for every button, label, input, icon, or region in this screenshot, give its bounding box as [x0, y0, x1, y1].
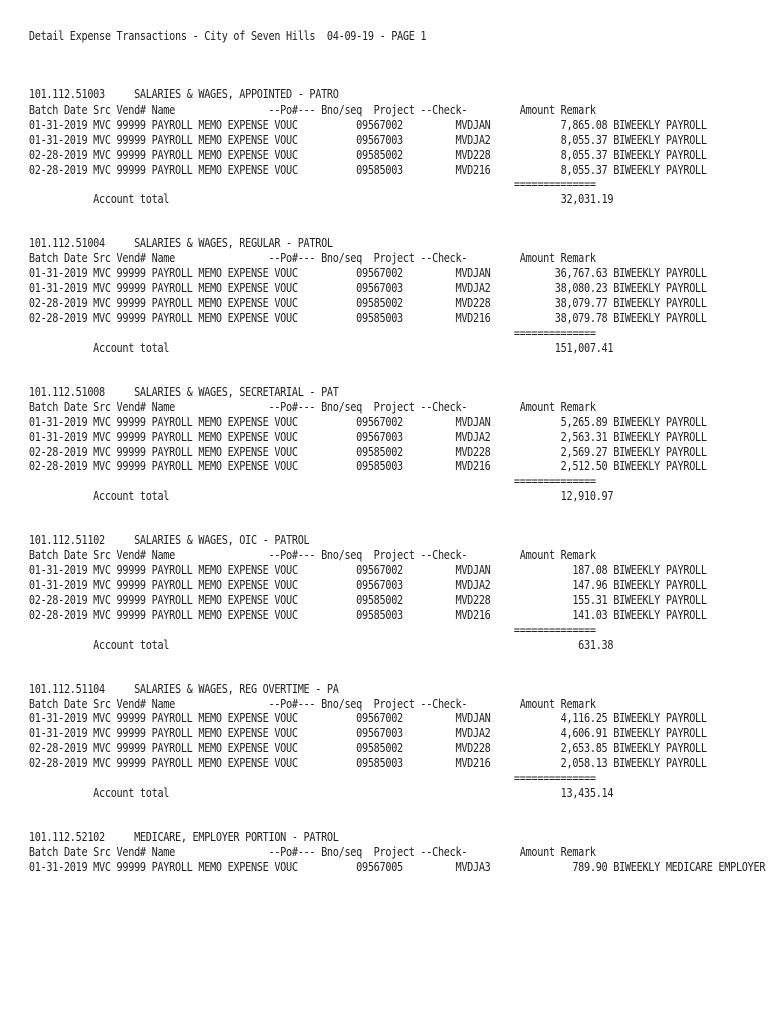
transaction-row: 01-31-2019 MVC 99999 PAYROLL MEMO EXPENSE VOUC 09567003 MVDJA2 8,055.37 BIWEEKLY PAYROLL [28, 133, 707, 147]
account-total: Account total 32,031.19 [28, 192, 614, 206]
transaction-row: 02-28-2019 MVC 99999 PAYROLL MEMO EXPENSE VOUC 09585002 MVD228 2,569.27 BIWEEKLY PAYROLL [28, 445, 707, 459]
transaction-row: 02-28-2019 MVC 99999 PAYROLL MEMO EXPENSE VOUC 09585002 MVD228 2,653.85 BIWEEKLY PAYROLL [28, 741, 707, 755]
transaction-row: 02-28-2019 MVC 99999 PAYROLL MEMO EXPENSE VOUC 09585003 MVD216 2,058.13 BIWEEKLY PAYROLL [28, 756, 707, 770]
total-rule: ============== [28, 771, 596, 785]
transaction-row: 02-28-2019 MVC 99999 PAYROLL MEMO EXPENSE VOUC 09585003 MVD216 2,512.50 BIWEEKLY PAYROLL [28, 459, 707, 473]
transaction-row: 01-31-2019 MVC 99999 PAYROLL MEMO EXPENSE VOUC 09567003 MVDJA2 38,080.23 BIWEEKLY PAYROLL [28, 281, 707, 295]
column-header: Batch Date Src Vend# Name --Po#--- Bno/seq Project --Check- Amount Remark [28, 251, 596, 265]
transaction-row: 01-31-2019 MVC 99999 PAYROLL MEMO EXPENSE VOUC 09567002 MVDJAN 36,767.63 BIWEEKLY PAYROLL [28, 266, 707, 280]
account-total: Account total 13,435.14 [28, 786, 614, 800]
total-rule: ============== [28, 623, 596, 637]
transaction-row: 02-28-2019 MVC 99999 PAYROLL MEMO EXPENSE VOUC 09585003 MVD216 38,079.78 BIWEEKLY PAYROLL [28, 311, 707, 325]
column-header: Batch Date Src Vend# Name --Po#--- Bno/seq Project --Check- Amount Remark [28, 845, 596, 859]
transaction-row: 01-31-2019 MVC 99999 PAYROLL MEMO EXPENSE VOUC 09567002 MVDJAN 4,116.25 BIWEEKLY PAYROLL [28, 711, 707, 725]
column-header: Batch Date Src Vend# Name --Po#--- Bno/seq Project --Check- Amount Remark [28, 697, 596, 711]
transaction-row: 01-31-2019 MVC 99999 PAYROLL MEMO EXPENSE VOUC 09567005 MVDJA3 789.90 BIWEEKLY MEDICARE EMPLOYER [28, 860, 766, 874]
account-title: 101.112.51003 SALARIES & WAGES, APPOINTED - PATRO [28, 87, 339, 101]
column-header: Batch Date Src Vend# Name --Po#--- Bno/seq Project --Check- Amount Remark [28, 103, 596, 117]
total-rule: ============== [28, 177, 596, 191]
report-header: Detail Expense Transactions - City of Seven Hills 04-09-19 - PAGE 1 [28, 29, 427, 43]
account-title: 101.112.51104 SALARIES & WAGES, REG OVERTIME - PA [28, 682, 339, 696]
account-title: 101.112.51004 SALARIES & WAGES, REGULAR - PATROL [28, 236, 333, 250]
transaction-row: 01-31-2019 MVC 99999 PAYROLL MEMO EXPENSE VOUC 09567003 MVDJA2 147.96 BIWEEKLY PAYROLL [28, 578, 707, 592]
account-title: 101.112.51008 SALARIES & WAGES, SECRETARIAL - PAT [28, 385, 339, 399]
transaction-row: 01-31-2019 MVC 99999 PAYROLL MEMO EXPENSE VOUC 09567002 MVDJAN 5,265.89 BIWEEKLY PAYROLL [28, 415, 707, 429]
transaction-row: 01-31-2019 MVC 99999 PAYROLL MEMO EXPENSE VOUC 09567002 MVDJAN 7,865.08 BIWEEKLY PAYROLL [28, 118, 707, 132]
transaction-row: 02-28-2019 MVC 99999 PAYROLL MEMO EXPENSE VOUC 09585002 MVD228 155.31 BIWEEKLY PAYROLL [28, 593, 707, 607]
transaction-row: 02-28-2019 MVC 99999 PAYROLL MEMO EXPENSE VOUC 09585002 MVD228 38,079.77 BIWEEKLY PAYROLL [28, 296, 707, 310]
account-title: 101.112.51102 SALARIES & WAGES, OIC - PATROL [28, 533, 310, 547]
account-title: 101.112.52102 MEDICARE, EMPLOYER PORTION - PATROL [28, 830, 339, 844]
account-total: Account total 631.38 [28, 638, 614, 652]
transaction-row: 02-28-2019 MVC 99999 PAYROLL MEMO EXPENSE VOUC 09585002 MVD228 8,055.37 BIWEEKLY PAYROLL [28, 148, 707, 162]
total-rule: ============== [28, 474, 596, 488]
account-total: Account total 12,910.97 [28, 489, 614, 503]
account-total: Account total 151,007.41 [28, 341, 614, 355]
transaction-row: 02-28-2019 MVC 99999 PAYROLL MEMO EXPENSE VOUC 09585003 MVD216 141.03 BIWEEKLY PAYROLL [28, 608, 707, 622]
column-header: Batch Date Src Vend# Name --Po#--- Bno/seq Project --Check- Amount Remark [28, 548, 596, 562]
transaction-row: 01-31-2019 MVC 99999 PAYROLL MEMO EXPENSE VOUC 09567003 MVDJA2 4,606.91 BIWEEKLY PAYROLL [28, 726, 707, 740]
column-header: Batch Date Src Vend# Name --Po#--- Bno/seq Project --Check- Amount Remark [28, 400, 596, 414]
transaction-row: 01-31-2019 MVC 99999 PAYROLL MEMO EXPENSE VOUC 09567003 MVDJA2 2,563.31 BIWEEKLY PAYROLL [28, 430, 707, 444]
transaction-row: 01-31-2019 MVC 99999 PAYROLL MEMO EXPENSE VOUC 09567002 MVDJAN 187.08 BIWEEKLY PAYROLL [28, 563, 707, 577]
total-rule: ============== [28, 326, 596, 340]
transaction-row: 02-28-2019 MVC 99999 PAYROLL MEMO EXPENSE VOUC 09585003 MVD216 8,055.37 BIWEEKLY PAYROLL [28, 163, 707, 177]
